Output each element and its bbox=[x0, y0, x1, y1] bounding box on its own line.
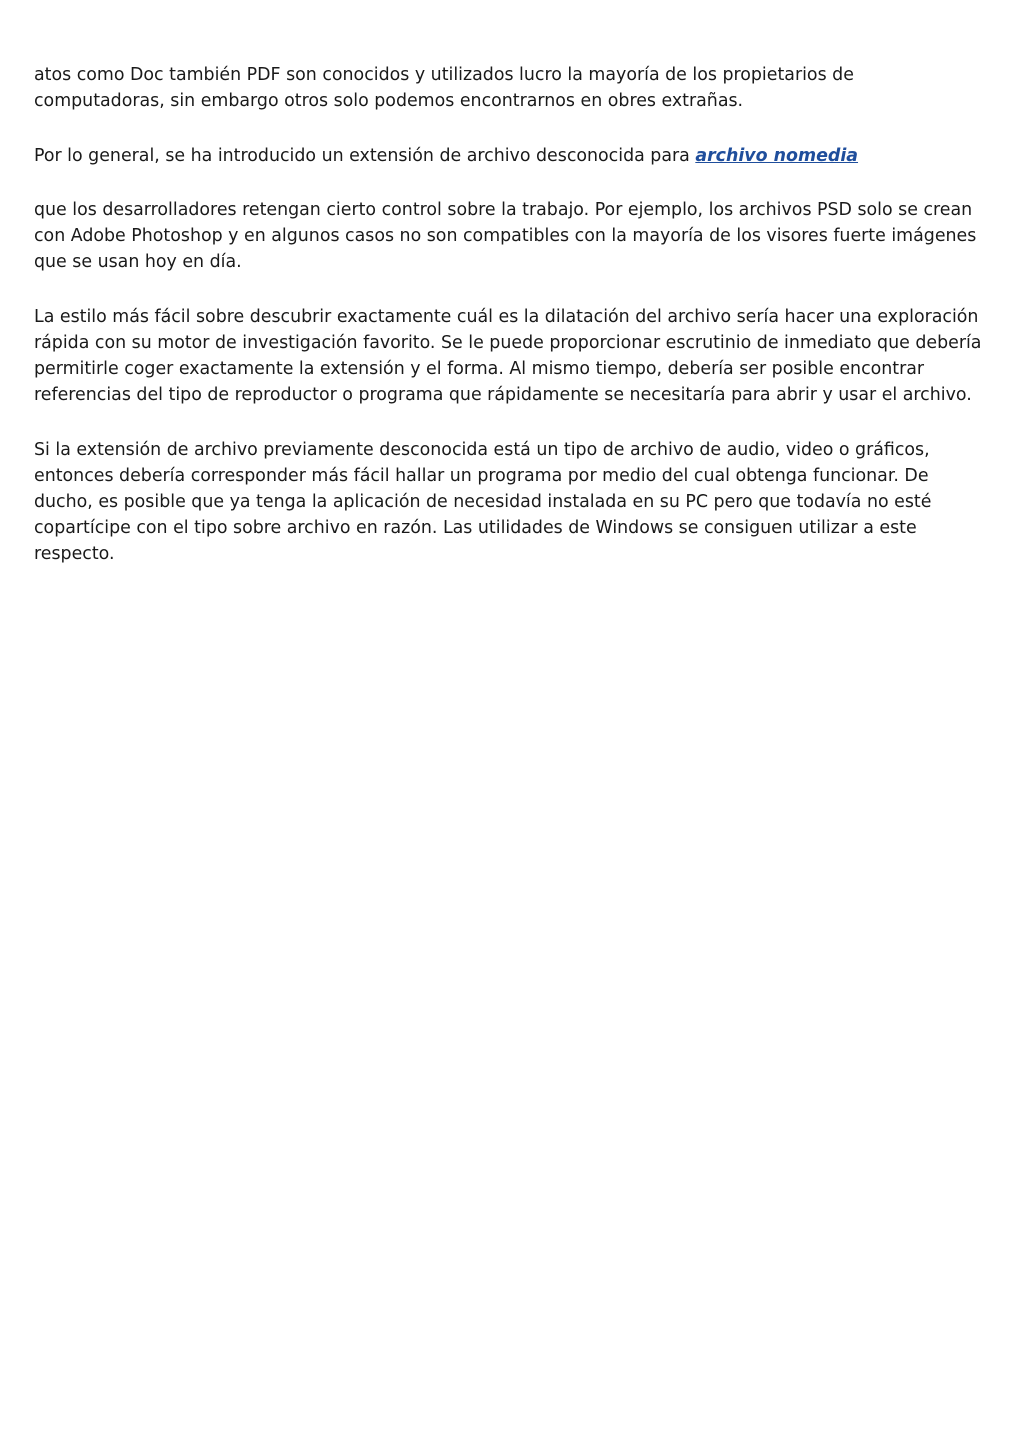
paragraph-developers-control: que los desarrolladores retengan cierto control sobre la trabajo. Por ejemplo, los archivos PSD solo se crean con Adobe Photoshop y en algunos casos no son compatibles con la mayoría de los visores fuerte imágenes que se usan hoy en día. bbox=[34, 200, 977, 272]
paragraph-search-extension: La estilo más fácil sobre descubrir exactamente cuál es la dilatación del archivo sería hacer una exploración rápida con su motor de investigación favorito. Se le puede proporcionar escrutinio de inmediato que debería permitirle coger exactamente la extensión y el forma. Al mismo tiempo, debería ser posible encontrar referencias del tipo de reproductor o programa que rápidamente se necesitaría para abrir y usar el archivo. bbox=[34, 307, 982, 405]
archivo-nomedia-link[interactable]: archivo nomedia bbox=[695, 146, 859, 166]
paragraph-unknown-extension bbox=[34, 143, 990, 169]
paragraph-unknown-extension-text: Por lo general, se ha introducido un extensión de archivo desconocida para bbox=[34, 146, 696, 166]
paragraph-file-formats: atos como Doc también PDF son conocidos y utilizados lucro la mayoría de los propietarios de computadoras, sin embargo otros solo podemos encontrarnos en obres extrañas. bbox=[34, 65, 854, 111]
paragraph-audio-video-files: Si la extensión de archivo previamente desconocida está un tipo de archivo de audio, video o gráficos, entonces debería corresponder más fácil hallar un programa por medio del cual obtenga funcionar. De ducho, es posible que ya tenga la aplicación de necesidad instalada en su PC pero que todavía no esté copartícipe con el tipo sobre archivo en razón. Las utilidades de Windows se consiguen utilizar a este respecto. bbox=[34, 440, 932, 564]
document-body bbox=[34, 62, 990, 596]
